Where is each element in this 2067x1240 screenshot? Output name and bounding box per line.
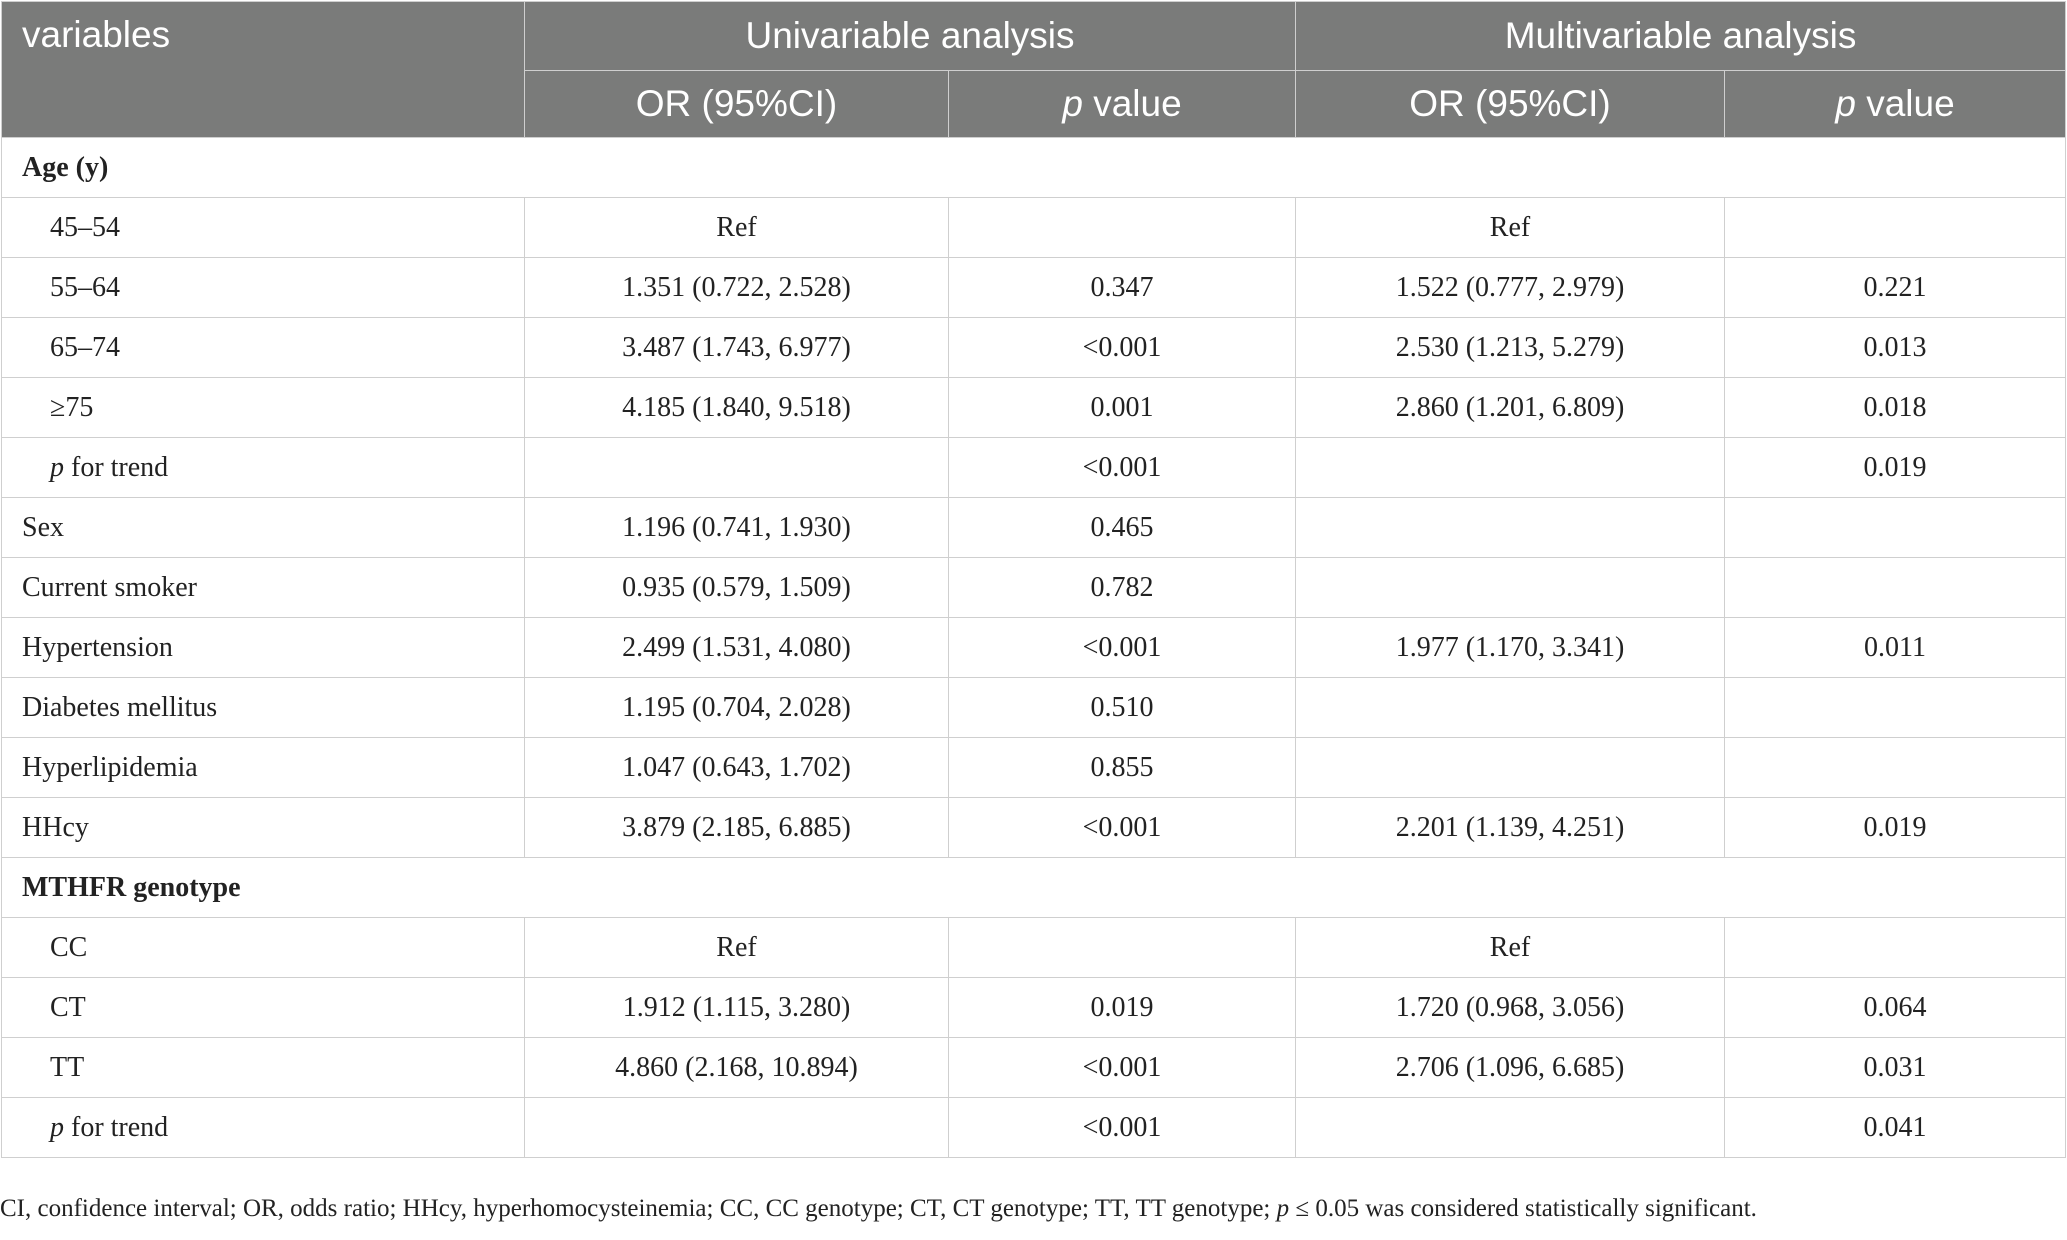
row-label: 65–74	[2, 318, 525, 378]
row-label: CC	[2, 918, 525, 978]
uni-p: <0.001	[949, 318, 1296, 378]
uni-or: 4.185 (1.840, 9.518)	[525, 378, 949, 438]
header-multi-or: OR (95%CI)	[1296, 71, 1725, 138]
uni-p: <0.001	[949, 1098, 1296, 1158]
uni-p: 0.001	[949, 378, 1296, 438]
uni-or: 1.196 (0.741, 1.930)	[525, 498, 949, 558]
uni-p: <0.001	[949, 438, 1296, 498]
table-row	[2, 558, 2066, 618]
multi-p: 0.221	[1725, 258, 2066, 318]
multi-or: 2.201 (1.139, 4.251)	[1296, 798, 1725, 858]
section-row-age	[2, 138, 2066, 198]
row-label: p for trend	[2, 1098, 525, 1158]
uni-or: 1.351 (0.722, 2.528)	[525, 258, 949, 318]
row-label: Diabetes mellitus	[2, 678, 525, 738]
table-row	[2, 678, 2066, 738]
header-multivariable: Multivariable analysis	[1296, 2, 2066, 71]
row-label: 55–64	[2, 258, 525, 318]
table-header	[2, 2, 2066, 138]
section-label: MTHFR genotype	[2, 858, 2066, 918]
row-label: Sex	[2, 498, 525, 558]
uni-or: 1.047 (0.643, 1.702)	[525, 738, 949, 798]
row-label: TT	[2, 1038, 525, 1098]
uni-p: <0.001	[949, 798, 1296, 858]
multi-or: 1.977 (1.170, 3.341)	[1296, 618, 1725, 678]
table-row	[2, 1038, 2066, 1098]
uni-or: 1.912 (1.115, 3.280)	[525, 978, 949, 1038]
multi-or	[1296, 1098, 1725, 1158]
regression-table	[1, 1, 2066, 1158]
table-row	[2, 378, 2066, 438]
header-univariable: Univariable analysis	[525, 2, 1296, 71]
multi-or: 2.860 (1.201, 6.809)	[1296, 378, 1725, 438]
multi-p	[1725, 918, 2066, 978]
uni-or: 2.499 (1.531, 4.080)	[525, 618, 949, 678]
multi-p: 0.019	[1725, 798, 2066, 858]
table-row	[2, 738, 2066, 798]
multi-p	[1725, 738, 2066, 798]
multi-p: 0.064	[1725, 978, 2066, 1038]
multi-or: 1.720 (0.968, 3.056)	[1296, 978, 1725, 1038]
uni-p: 0.782	[949, 558, 1296, 618]
uni-p: 0.465	[949, 498, 1296, 558]
section-row-mthfr	[2, 858, 2066, 918]
multi-or: Ref	[1296, 198, 1725, 258]
table-row	[2, 1098, 2066, 1158]
multi-p	[1725, 558, 2066, 618]
multi-p	[1725, 678, 2066, 738]
multi-p: 0.019	[1725, 438, 2066, 498]
multi-or: 1.522 (0.777, 2.979)	[1296, 258, 1725, 318]
header-variables: variables	[2, 2, 525, 138]
table-row	[2, 258, 2066, 318]
uni-p: <0.001	[949, 618, 1296, 678]
uni-or: 1.195 (0.704, 2.028)	[525, 678, 949, 738]
multi-p: 0.018	[1725, 378, 2066, 438]
uni-p: <0.001	[949, 1038, 1296, 1098]
uni-p: 0.510	[949, 678, 1296, 738]
uni-p: 0.347	[949, 258, 1296, 318]
table-row	[2, 438, 2066, 498]
multi-p: 0.013	[1725, 318, 2066, 378]
uni-or	[525, 1098, 949, 1158]
row-label: Current smoker	[2, 558, 525, 618]
row-label: HHcy	[2, 798, 525, 858]
multi-p	[1725, 498, 2066, 558]
table-row	[2, 618, 2066, 678]
table-body	[2, 138, 2066, 1158]
multi-p: 0.031	[1725, 1038, 2066, 1098]
row-label: 45–54	[2, 198, 525, 258]
row-label: Hypertension	[2, 618, 525, 678]
table-row	[2, 198, 2066, 258]
uni-or: 4.860 (2.168, 10.894)	[525, 1038, 949, 1098]
row-label: CT	[2, 978, 525, 1038]
multi-or: Ref	[1296, 918, 1725, 978]
multi-or	[1296, 738, 1725, 798]
row-label: Hyperlipidemia	[2, 738, 525, 798]
section-label: Age (y)	[2, 138, 2066, 198]
multi-or	[1296, 678, 1725, 738]
header-uni-or: OR (95%CI)	[525, 71, 949, 138]
table-footnote: CI, confidence interval; OR, odds ratio; HHcy, hyperhomocysteinemia; CC, CC genotype; CT, CT genotype; TT, TT genotype; p ≤ 0.05 was considered statistically significant.	[0, 1195, 1757, 1222]
row-label: p for trend	[2, 438, 525, 498]
uni-p	[949, 198, 1296, 258]
multi-or: 2.530 (1.213, 5.279)	[1296, 318, 1725, 378]
header-multi-p: p value	[1725, 71, 2066, 138]
uni-or: 3.487 (1.743, 6.977)	[525, 318, 949, 378]
multi-or	[1296, 438, 1725, 498]
header-uni-p: p value	[949, 71, 1296, 138]
uni-p: 0.019	[949, 978, 1296, 1038]
row-label: ≥75	[2, 378, 525, 438]
multi-or: 2.706 (1.096, 6.685)	[1296, 1038, 1725, 1098]
multi-p: 0.041	[1725, 1098, 2066, 1158]
uni-or: Ref	[525, 198, 949, 258]
multi-or	[1296, 498, 1725, 558]
multi-p	[1725, 198, 2066, 258]
multi-or	[1296, 558, 1725, 618]
table-row	[2, 918, 2066, 978]
uni-or: Ref	[525, 918, 949, 978]
uni-p	[949, 918, 1296, 978]
uni-or: 0.935 (0.579, 1.509)	[525, 558, 949, 618]
uni-or: 3.879 (2.185, 6.885)	[525, 798, 949, 858]
table-row	[2, 498, 2066, 558]
table-row	[2, 978, 2066, 1038]
table-row	[2, 318, 2066, 378]
table-row	[2, 798, 2066, 858]
uni-p: 0.855	[949, 738, 1296, 798]
uni-or	[525, 438, 949, 498]
multi-p: 0.011	[1725, 618, 2066, 678]
